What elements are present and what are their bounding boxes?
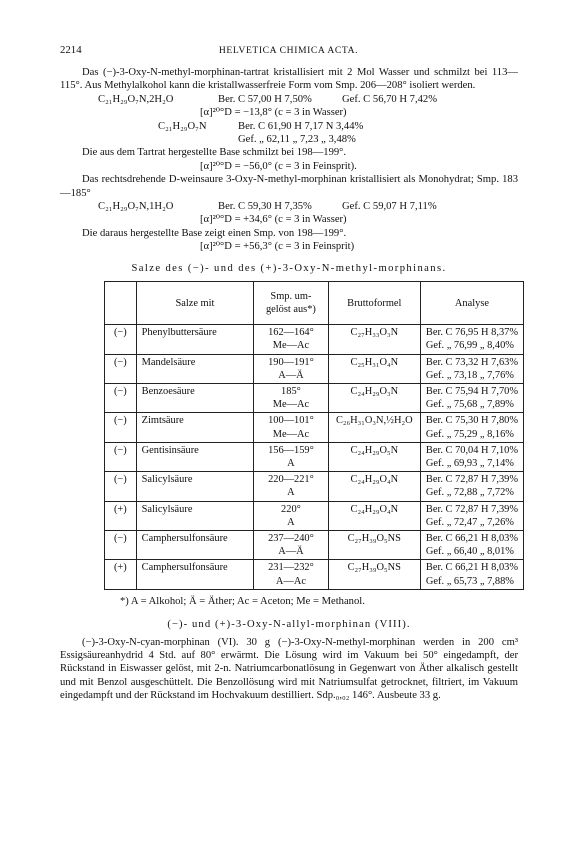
table-row <box>105 325 524 354</box>
cell-analysis <box>420 530 523 559</box>
cell-salt <box>136 325 254 354</box>
cell-formula-line: C₂₇H₃₃O₃N <box>350 327 399 339</box>
rotation-line: [α]²⁰°D = +56,3° (c = 3 in Feinsprit) <box>200 241 355 253</box>
table-row <box>105 472 524 501</box>
cell-mp-line: A <box>287 487 295 499</box>
cell-analysis-line: Ber. C 76,95 H 8,37% <box>425 327 518 339</box>
cell-sign <box>105 383 137 412</box>
cell-analysis-line: Gef. „ 75,29 „ 8,16% <box>425 428 514 440</box>
cell-mp <box>254 472 328 501</box>
found-values: Gef. C 56,70 H 7,42% <box>342 93 438 105</box>
section-title: (−)- und (+)-3-Oxy-N-allyl-morphinan (VIII). <box>167 619 411 631</box>
cell-salt <box>136 413 254 442</box>
cell-analysis-line: Gef. „ 65,73 „ 7,88% <box>425 575 514 587</box>
cell-mp-line: Me—Ac <box>272 428 310 440</box>
cell-analysis <box>420 472 523 501</box>
cell-mp <box>254 413 328 442</box>
page-number: 2214 <box>60 44 82 56</box>
cell-salt <box>136 530 254 559</box>
cell-formula <box>328 413 420 442</box>
header-analysis: Analyse <box>420 282 523 325</box>
formula: C₂₁H₂₉O₇N,2H₂O <box>98 93 174 105</box>
cell-mp <box>254 383 328 412</box>
table-row <box>105 413 524 442</box>
cell-sign-line: (−) <box>113 474 127 486</box>
cell-mp-line: 220° <box>281 503 301 515</box>
cell-formula <box>328 472 420 501</box>
cell-sign <box>105 501 137 530</box>
cell-mp-line: 100—101° <box>268 415 314 427</box>
cell-formula <box>328 442 420 471</box>
cell-formula <box>328 354 420 383</box>
table-row <box>105 383 524 412</box>
cell-mp-line: 237—240° <box>268 532 314 544</box>
cell-mp-line: A <box>287 457 295 469</box>
cell-mp <box>254 325 328 354</box>
cell-sign-line: (−) <box>113 532 127 544</box>
cell-analysis-line: Gef. „ 73,18 „ 7,76% <box>425 369 514 381</box>
paragraph-tartrate: Das (−)-3-Oxy-N-methyl-morphinan-tartrat kristallisiert mit 2 Mol Wasser und schmilzt bei 113—115°. Aus Methylalkohol kann die kristallwasserfreie Form vom Smp. 206—208° isoliert werden. <box>60 67 518 92</box>
cell-salt <box>136 442 254 471</box>
cell-formula-line: C₂₄H₂₉O₃N <box>350 385 399 397</box>
rotation-line: [α]²⁰°D = +34,6° (c = 3 in Wasser) <box>200 214 347 226</box>
formula: C₂₁H₂₉O₇N <box>158 120 207 132</box>
cell-sign <box>105 560 137 589</box>
cell-formula-line: C₂₇H₃₉O₅NS <box>347 562 401 574</box>
cell-salt <box>136 560 254 589</box>
cell-analysis <box>420 560 523 589</box>
cell-mp <box>254 501 328 530</box>
table-row <box>105 354 524 383</box>
cell-analysis-line: Gef. „ 75,68 „ 7,89% <box>425 399 514 411</box>
cell-mp-line: Me—Ac <box>272 340 310 352</box>
cell-analysis-line: Ber. C 75,30 H 7,80% <box>425 415 518 427</box>
paragraph-dextro: Das rechtsdrehende D-weinsaure 3-Oxy-N-methyl-morphinan kristallisiert als Monohydrat; Smp. 183—185° <box>60 174 518 199</box>
cell-sign-line: (−) <box>113 356 127 368</box>
cell-sign <box>105 413 137 442</box>
table-row <box>105 530 524 559</box>
cell-mp <box>254 354 328 383</box>
cell-analysis-line: Ber. C 75,94 H 7,70% <box>425 385 518 397</box>
calc-values: Ber. C 61,90 H 7,17 N 3,44% <box>238 120 364 132</box>
cell-salt-line: Salicylsäure <box>141 474 193 486</box>
cell-sign <box>105 354 137 383</box>
table-body <box>105 325 524 590</box>
rotation-line: [α]²⁰°D = −13,8° (c = 3 in Wasser) <box>200 107 347 119</box>
cell-sign <box>105 472 137 501</box>
body-text <box>60 66 518 703</box>
table-row <box>105 442 524 471</box>
cell-analysis-line: Ber. C 72,87 H 7,39% <box>425 503 518 515</box>
table-footnote: *) A = Alkohol; Ä = Äther; Ac = Aceton; Me = Methanol. <box>120 595 365 607</box>
analysis-line <box>158 120 518 133</box>
cell-mp <box>254 530 328 559</box>
cell-analysis-line: Gef. „ 76,99 „ 8,40% <box>425 340 514 352</box>
cell-formula-line: C₂₇H₃₉O₅NS <box>347 532 401 544</box>
found-values: Gef. „ 62,11 „ 7,23 „ 3,48% <box>238 134 356 146</box>
cell-sign-line: (−) <box>113 327 127 339</box>
cell-mp-line: A—Ä <box>278 546 304 558</box>
cell-analysis <box>420 413 523 442</box>
rotation-line: [α]²⁰°D = −56,0° (c = 3 in Feinsprit). <box>200 160 357 172</box>
cell-sign-line: (−) <box>113 415 127 427</box>
cell-mp-line: A <box>287 516 295 528</box>
cell-formula <box>328 383 420 412</box>
journal-title: HELVETICA CHIMICA ACTA. <box>218 45 359 56</box>
cell-salt-line: Benzoesäure <box>141 385 195 397</box>
cell-sign-line: (+) <box>113 562 127 574</box>
cell-analysis <box>420 501 523 530</box>
salts-table <box>104 281 524 590</box>
cell-sign <box>105 325 137 354</box>
cell-analysis <box>420 325 523 354</box>
cell-formula <box>328 560 420 589</box>
cell-formula <box>328 530 420 559</box>
calc-values: Ber. C 57,00 H 7,50% <box>218 93 312 105</box>
table-header-row <box>105 282 524 325</box>
header-salt: Salze mit <box>136 282 254 325</box>
cell-mp-line: 231—232° <box>268 562 314 574</box>
cell-analysis-line: Gef. „ 66,40 „ 8,01% <box>425 546 514 558</box>
cell-analysis-line: Gef. „ 72,47 „ 7,26% <box>425 516 514 528</box>
analysis-line <box>98 93 518 106</box>
cell-sign <box>105 442 137 471</box>
paragraph-base: Die aus dem Tartrat hergestellte Base schmilzt bei 198—199°. <box>82 147 347 159</box>
cell-analysis-line: Ber. C 66,21 H 8,03% <box>425 532 518 544</box>
header-mp: Smp. um-gelöst aus*) <box>254 282 328 325</box>
cell-analysis-line: Gef. „ 69,93 „ 7,14% <box>425 457 514 469</box>
cell-salt <box>136 354 254 383</box>
cell-mp <box>254 560 328 589</box>
cell-mp-line: A—Ac <box>275 575 306 587</box>
header-formula: Bruttoformel <box>328 282 420 325</box>
cell-analysis-line: Ber. C 70,04 H 7,10% <box>425 444 518 456</box>
cell-analysis-line: Ber. C 72,87 H 7,39% <box>425 474 518 486</box>
cell-mp <box>254 442 328 471</box>
cell-formula <box>328 501 420 530</box>
cell-sign-line: (−) <box>113 444 127 456</box>
cell-salt-line: Camphersulfonsäure <box>141 532 228 544</box>
cell-analysis-line: Ber. C 73,32 H 7,63% <box>425 356 518 368</box>
cell-formula-line: C₂₅H₃₁O₄N <box>350 356 399 368</box>
cell-analysis-line: Gef. „ 72,88 „ 7,72% <box>425 487 514 499</box>
cell-formula-line: C₂₆H₃₁O₃N,½H₂O <box>336 415 413 427</box>
paragraph-base-2: Die daraus hergestellte Base zeigt einen Smp. von 198—199°. <box>82 227 347 239</box>
table-title: Salze des (−)- und des (+)-3-Oxy-N-methyl-morphinans. <box>131 262 447 274</box>
cell-sign <box>105 530 137 559</box>
cell-salt-line: Gentisinsäure <box>141 444 199 456</box>
header-sign <box>105 282 137 325</box>
cell-salt <box>136 501 254 530</box>
cell-salt-line: Salicylsäure <box>141 503 193 515</box>
cell-sign-line: (−) <box>113 385 127 397</box>
cell-mp-line: 220—221° <box>268 474 314 486</box>
table-row <box>105 560 524 589</box>
cell-mp-line: 162—164° <box>268 327 314 339</box>
cell-analysis-line: Ber. C 66,21 H 8,03% <box>425 562 518 574</box>
cell-salt <box>136 383 254 412</box>
cell-mp-line: 185° <box>281 385 301 397</box>
cell-analysis <box>420 383 523 412</box>
table-row <box>105 501 524 530</box>
cell-salt <box>136 472 254 501</box>
cell-mp-line: 156—159° <box>268 444 314 456</box>
cell-analysis <box>420 442 523 471</box>
calc-values: Ber. C 59,30 H 7,35% <box>218 201 312 213</box>
paragraph-cyan: (−)-3-Oxy-N-cyan-morphinan (VI). 30 g (−)-3-Oxy-N-methyl-morphinan werden in 200 cm³ Essigsäureanhydrid 4 Std. auf 80° erwärmt. Die Lösung wird im Vakuum bei 50° eingedampft, der Rückstand in Eiswasser gelöst, mit 2-n. Natriumcarbonatlösung in Gegenwart von Äther alkalisch gestellt und mit Benzol ausgeschüttelt. Die Benzollösung wird mit Natriumsulfat getrocknet, filtriert, im Vakuum eingedampft und der Rückstand im Hochvakuum destilliert. Sdp.₀,₀₂ 146°. Ausbeute 33 g. <box>60 636 518 702</box>
formula: C₂₁H₂₉O₇N,1H₂O <box>98 201 174 213</box>
analysis-line <box>98 200 518 213</box>
cell-mp-line: A—Ä <box>278 369 304 381</box>
cell-analysis <box>420 354 523 383</box>
cell-formula-line: C₂₄H₂₉O₄N <box>350 474 399 486</box>
cell-mp-line: 190—191° <box>268 356 314 368</box>
cell-salt-line: Camphersulfonsäure <box>141 562 228 574</box>
cell-formula-line: C₂₄H₂₉O₅N <box>350 444 399 456</box>
found-values: Gef. C 59,07 H 7,11% <box>342 201 437 213</box>
cell-mp-line: Me—Ac <box>272 399 310 411</box>
cell-salt-line: Zimtsäure <box>141 415 184 427</box>
cell-formula <box>328 325 420 354</box>
cell-salt-line: Phenylbuttersäure <box>141 327 217 339</box>
cell-salt-line: Mandelsäure <box>141 356 196 368</box>
cell-sign-line: (+) <box>113 503 127 515</box>
cell-formula-line: C₂₄H₂₉O₄N <box>350 503 399 515</box>
